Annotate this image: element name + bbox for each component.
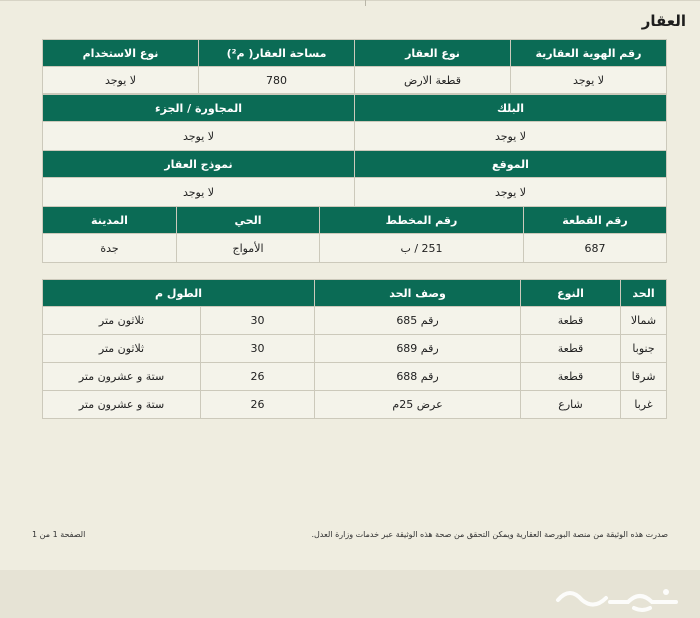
boundary-type: شارع (521, 391, 621, 419)
header-city: المدينة (43, 207, 177, 234)
value-property-id: لا يوجد (511, 67, 667, 94)
boundary-type: قطعة (521, 307, 621, 335)
header-type: النوع (521, 280, 621, 307)
table-row (43, 363, 667, 391)
table-row (43, 234, 667, 263)
boundary-length-text: ثلاثون متر (43, 335, 201, 363)
table-row (43, 335, 667, 363)
table-row (43, 178, 667, 207)
boundary-length-text: ستة و عشرون متر (43, 363, 201, 391)
top-divider (0, 0, 700, 1)
boundary-length: 26 (201, 363, 315, 391)
value-property-type: قطعة الارض (355, 67, 511, 94)
header-district: الحي (177, 207, 320, 234)
boundary-type: قطعة (521, 335, 621, 363)
boundary-description: رقم 685 (315, 307, 521, 335)
boundary-description: رقم 689 (315, 335, 521, 363)
value-usage-type: لا يوجد (43, 67, 199, 94)
value-plan-number: 251 / ب (320, 234, 524, 263)
property-info-table (42, 39, 667, 94)
page-number: الصفحة 1 من 1 (32, 530, 86, 539)
table-header-row (43, 95, 667, 122)
value-property-area: 780 (199, 67, 355, 94)
boundary-side: شمالا (621, 307, 667, 335)
value-city: جدة (43, 234, 177, 263)
value-adjacent: لا يوجد (43, 122, 355, 151)
boundary-length: 26 (201, 391, 315, 419)
header-block: البلك (355, 95, 667, 122)
boundary-length: 30 (201, 335, 315, 363)
header-plot-number: رقم القطعة (524, 207, 667, 234)
header-model: نموذج العقار (43, 151, 355, 178)
table-row (43, 122, 667, 151)
haraj-watermark-logo (548, 580, 688, 614)
value-plot-number: 687 (524, 234, 667, 263)
header-plan-number: رقم المخطط (320, 207, 524, 234)
value-block: لا يوجد (355, 122, 667, 151)
header-usage-type: نوع الاستخدام (43, 40, 199, 67)
section-title: العقار (641, 12, 686, 30)
table-header-row (43, 40, 667, 67)
table-header-row (43, 280, 667, 307)
boundary-side: شرقا (621, 363, 667, 391)
header-length: الطول م (43, 280, 315, 307)
table-header-row (43, 151, 667, 178)
header-site: الموقع (355, 151, 667, 178)
header-property-id: رقم الهوية العقارية (511, 40, 667, 67)
table-header-row (43, 207, 667, 234)
header-description: وصف الحد (315, 280, 521, 307)
table-row (43, 307, 667, 335)
value-district: الأمواج (177, 234, 320, 263)
table-row (43, 391, 667, 419)
header-property-type: نوع العقار (355, 40, 511, 67)
value-site: لا يوجد (355, 178, 667, 207)
footer-note: صدرت هذه الوثيقة من منصة البورصة العقارية ويمكن التحقق من صحة هذه الوثيقة عبر خدمات وزارة العدل. (311, 530, 668, 539)
boundary-length-text: ثلاثون متر (43, 307, 201, 335)
header-side: الحد (621, 280, 667, 307)
boundaries-table (42, 279, 667, 419)
boundary-side: جنوبا (621, 335, 667, 363)
value-model: لا يوجد (43, 178, 355, 207)
boundary-side: غربا (621, 391, 667, 419)
header-property-area: مساحة العقار( م²) (199, 40, 355, 67)
header-adjacent: المجاورة / الجزء (43, 95, 355, 122)
boundary-type: قطعة (521, 363, 621, 391)
boundary-length-text: ستة و عشرون متر (43, 391, 201, 419)
boundary-description: عرض 25م (315, 391, 521, 419)
location-info-table (42, 94, 667, 207)
table-row (43, 67, 667, 94)
top-tick (365, 0, 366, 6)
boundary-length: 30 (201, 307, 315, 335)
boundary-description: رقم 688 (315, 363, 521, 391)
plot-info-table (42, 206, 667, 263)
